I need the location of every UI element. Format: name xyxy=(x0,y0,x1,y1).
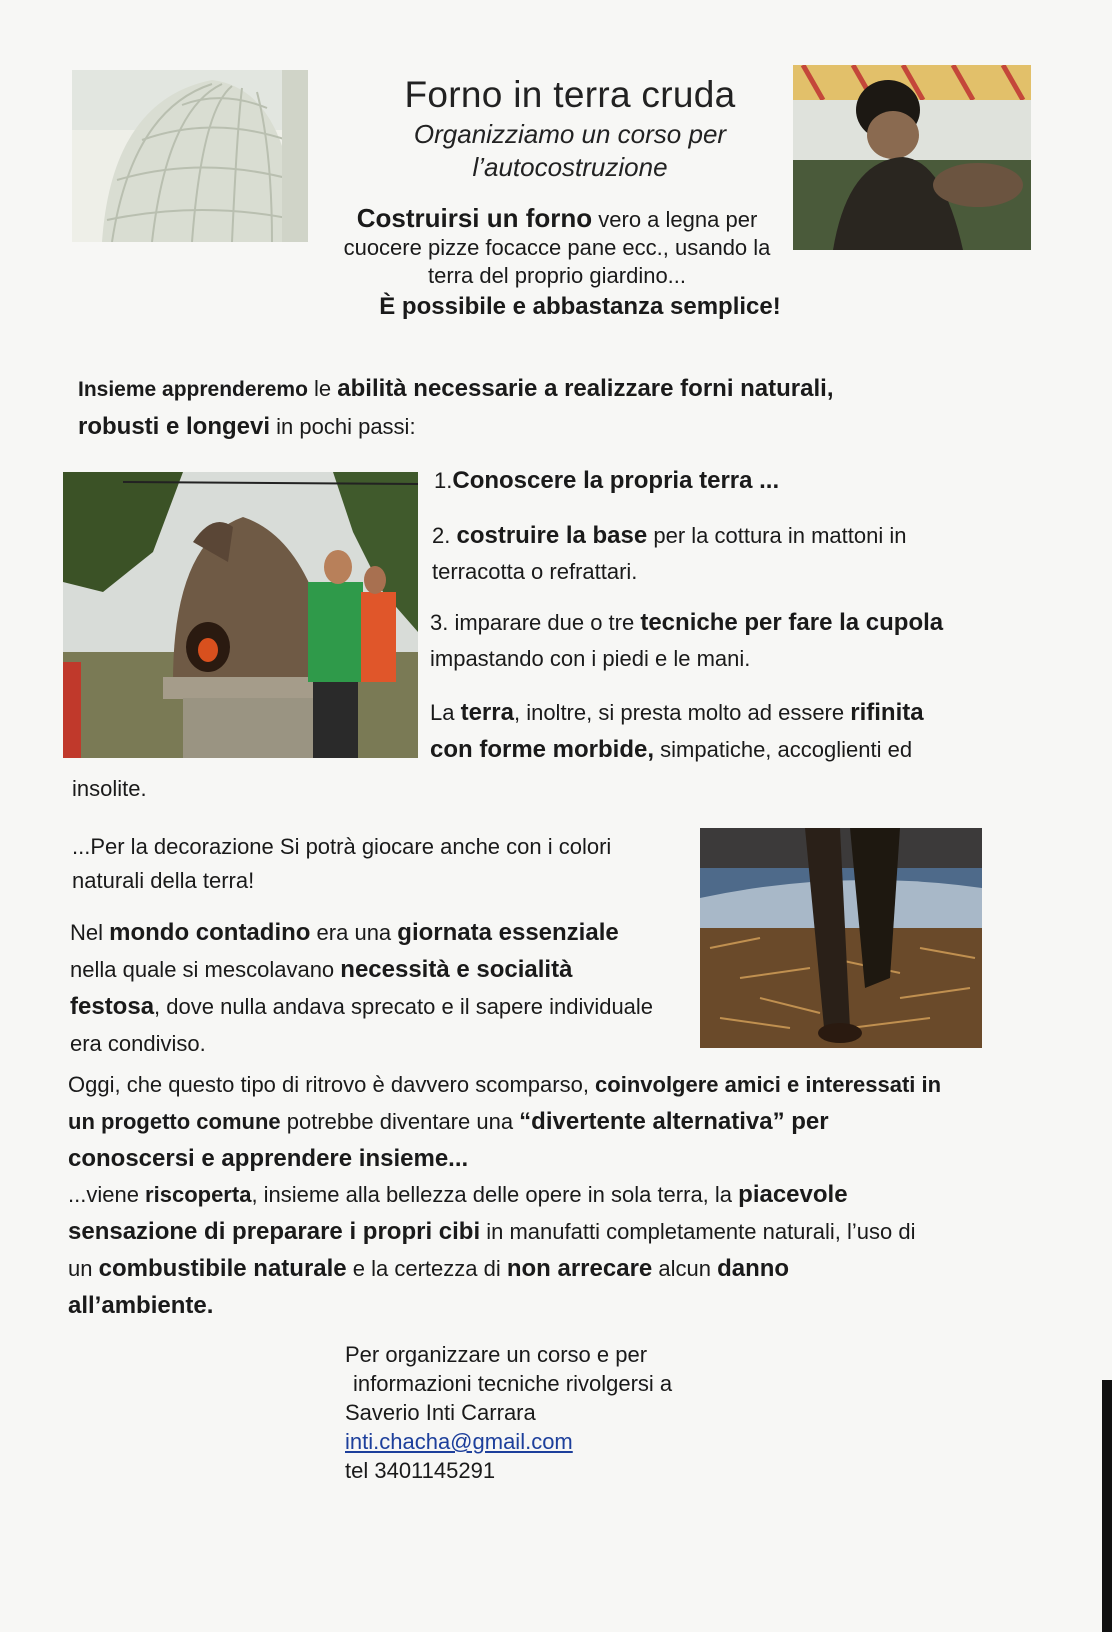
contact-line: informazioni tecniche rivolgersi a xyxy=(353,1371,673,1396)
step-line: terracotta o refrattari. xyxy=(432,559,638,584)
terra-emphasis: con forme morbide, xyxy=(430,736,655,763)
oggi-paragraph xyxy=(68,1066,1028,1177)
clay-oven-construction-photo xyxy=(63,472,418,758)
mondo-line xyxy=(70,951,700,988)
riscoperta-line xyxy=(68,1250,1028,1287)
step-line: impastando con i piedi e le mani. xyxy=(430,646,751,671)
step-text: per la cottura in mattoni in xyxy=(647,523,907,548)
oggi-line xyxy=(68,1103,1028,1140)
step-number: 2. xyxy=(432,523,457,548)
riscoperta-emphasis: danno xyxy=(717,1255,790,1282)
mondo-text: , dove nulla andava sprecato e il sapere individuale xyxy=(154,994,654,1019)
riscoperta-text: , insieme alla bellezza delle opere in sola terra, la xyxy=(251,1182,739,1207)
riscoperta-line xyxy=(68,1176,1028,1213)
contact-email-link[interactable]: inti.chacha@gmail.com xyxy=(345,1429,573,1454)
intro-paragraph xyxy=(322,204,792,290)
terra-line xyxy=(430,731,1030,768)
oggi-text: potrebbe diventare una xyxy=(280,1109,520,1134)
mondo-emphasis: necessità e socialità xyxy=(340,956,573,983)
riscoperta-line: all’ambiente. xyxy=(68,1292,214,1319)
straw-mixing-feet-photo xyxy=(700,828,982,1048)
terra-text: , inoltre, si presta molto ad essere xyxy=(513,700,851,725)
riscoperta-line xyxy=(68,1213,1028,1250)
mondo-line xyxy=(70,988,700,1025)
step-3 xyxy=(430,605,1030,677)
oggi-text: Oggi, che questo tipo di ritrovo è davvero scomparso, xyxy=(68,1072,596,1097)
intro-text: vero a legna per xyxy=(592,207,758,232)
lead-paragraph xyxy=(78,370,978,445)
riscoperta-text: alcun xyxy=(652,1256,718,1281)
riscoperta-emphasis: sensazione di preparare i propri cibi xyxy=(68,1218,481,1245)
lead-text: Insieme apprenderemo xyxy=(78,378,308,401)
contact-phone: tel 3401145291 xyxy=(345,1458,496,1483)
intro-line: terra del proprio giardino... xyxy=(427,263,687,288)
step-line xyxy=(430,605,1030,641)
step-1 xyxy=(434,462,994,499)
subtitle-line: Organizziamo un corso per xyxy=(413,119,727,149)
intro-line: cuocere pizze focacce pane ecc., usando la xyxy=(343,235,771,260)
step-2 xyxy=(432,518,1012,590)
step-number: 1. xyxy=(434,468,453,493)
riscoperta-emphasis: piacevole xyxy=(738,1181,848,1208)
oggi-line xyxy=(68,1066,1028,1103)
decor-line: naturali della terra! xyxy=(72,868,255,893)
contact-line: Per organizzare un corso e per xyxy=(345,1342,648,1367)
contact-name: Saverio Inti Carrara xyxy=(345,1400,536,1425)
intro-line xyxy=(322,204,792,234)
riscoperta-text: un xyxy=(68,1256,99,1281)
riscoperta-emphasis: combustibile naturale xyxy=(98,1255,347,1282)
riscoperta-emphasis: non arrecare xyxy=(506,1255,653,1282)
terra-text: La xyxy=(430,700,461,725)
mondo-emphasis: giornata essenziale xyxy=(397,919,619,946)
subtitle xyxy=(330,118,810,184)
mondo-emphasis: mondo contadino xyxy=(109,919,311,946)
lead-emphasis: robusti e longevi xyxy=(78,413,271,440)
terra-line-end: insolite. xyxy=(72,776,147,801)
terra-emphasis: rifinita xyxy=(850,699,924,726)
riscoperta-text: in manufatti completamente naturali, l’uso di xyxy=(480,1219,916,1244)
step-line xyxy=(432,518,1012,554)
mondo-emphasis: festosa xyxy=(70,993,155,1020)
intro-highlight: È possibile e abbastanza semplice! xyxy=(379,293,781,320)
riscoperta-emphasis: riscoperta xyxy=(145,1182,252,1207)
mondo-line xyxy=(70,914,700,951)
terra-text: simpatiche, accoglienti ed xyxy=(654,737,913,762)
oggi-emphasis: “divertente alternativa” per xyxy=(519,1108,829,1135)
oggi-emphasis: un progetto comune xyxy=(68,1109,281,1134)
oggi-line: conoscersi e apprendere insieme... xyxy=(68,1145,469,1172)
contact-block xyxy=(345,1340,765,1485)
terra-paragraph xyxy=(430,694,1030,768)
terra-emphasis: terra xyxy=(460,699,514,726)
lead-text: in pochi passi: xyxy=(270,414,416,439)
lead-text: le xyxy=(307,376,338,401)
subtitle-line: l’autocostruzione xyxy=(472,152,668,182)
person-with-oven-photo xyxy=(793,65,1031,250)
lead-emphasis: abilità necessarie a realizzare forni naturali, xyxy=(337,375,834,402)
step-text: 3. imparare due o tre xyxy=(430,610,641,635)
scan-edge-shadow xyxy=(1102,1380,1112,1632)
mondo-text: nella quale si mescolavano xyxy=(70,957,341,982)
mondo-line: era condiviso. xyxy=(70,1031,206,1056)
intro-emphasis: Costruirsi un forno xyxy=(356,203,593,233)
mondo-text: era una xyxy=(310,920,398,945)
riscoperta-text: e la certezza di xyxy=(346,1256,507,1281)
lead-line xyxy=(78,370,978,408)
oggi-emphasis: coinvolgere amici e interessati in xyxy=(595,1072,942,1097)
mondo-paragraph xyxy=(70,914,700,1062)
riscoperta-text: ...viene xyxy=(68,1182,146,1207)
decor-line: ...Per la decorazione Si potrà giocare anche con i colori xyxy=(72,834,612,859)
page-title: Forno in terra cruda xyxy=(404,74,736,115)
dome-frame-photo xyxy=(72,70,308,242)
lead-line xyxy=(78,408,978,445)
step-title: Conoscere la propria terra ... xyxy=(452,467,780,494)
decor-paragraph xyxy=(72,830,692,898)
riscoperta-paragraph xyxy=(68,1176,1028,1324)
step-title: costruire la base xyxy=(456,522,648,549)
terra-line xyxy=(430,694,1030,731)
step-title: tecniche per fare la cupola xyxy=(640,609,944,636)
mondo-text: Nel xyxy=(70,920,110,945)
